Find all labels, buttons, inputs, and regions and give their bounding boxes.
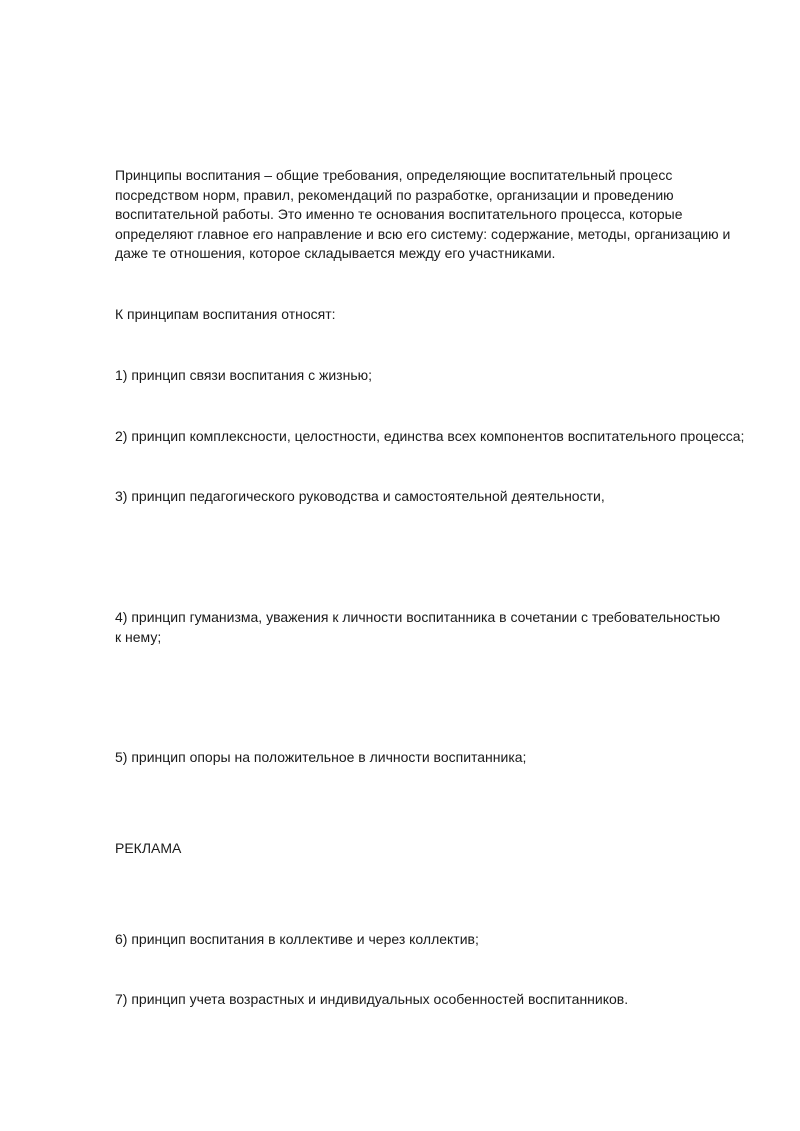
principle-item-7: 7) принцип учета возрастных и индивидуальных особенностей воспитанников. [115, 991, 629, 1007]
intro-paragraph: Принципы воспитания – общие требования, определяющие воспитательный процесс посредством норм, правил, рекомендаций по разработке, организации и проведению воспитательной работы. Это именно те основания воспитательного процесса, которые определяют главное его направление и всю его систему: содержание, методы, организацию и даже те отношения, которое складывается между его участниками. [115, 167, 731, 261]
principle-item-2: 2) принцип комплексности, целостности, единства всех компонентов воспитательного процесса; [115, 428, 745, 444]
principle-item-4: 4) принцип гуманизма, уважения к личности воспитанника в сочетании с требовательностью к нему; [115, 609, 721, 645]
principle-item-6: 6) принцип воспитания в коллективе и через коллектив; [115, 931, 479, 947]
ad-label: РЕКЛАМА [115, 840, 182, 856]
principles-lead: К принципам воспитания относят: [115, 306, 336, 322]
principle-item-3: 3) принцип педагогического руководства и самостоятельной деятельности, [115, 488, 605, 504]
principle-item-5: 5) принцип опоры на положительное в личности воспитанника; [115, 749, 527, 765]
principle-item-1: 1) принцип связи воспитания с жизнью; [115, 367, 372, 383]
